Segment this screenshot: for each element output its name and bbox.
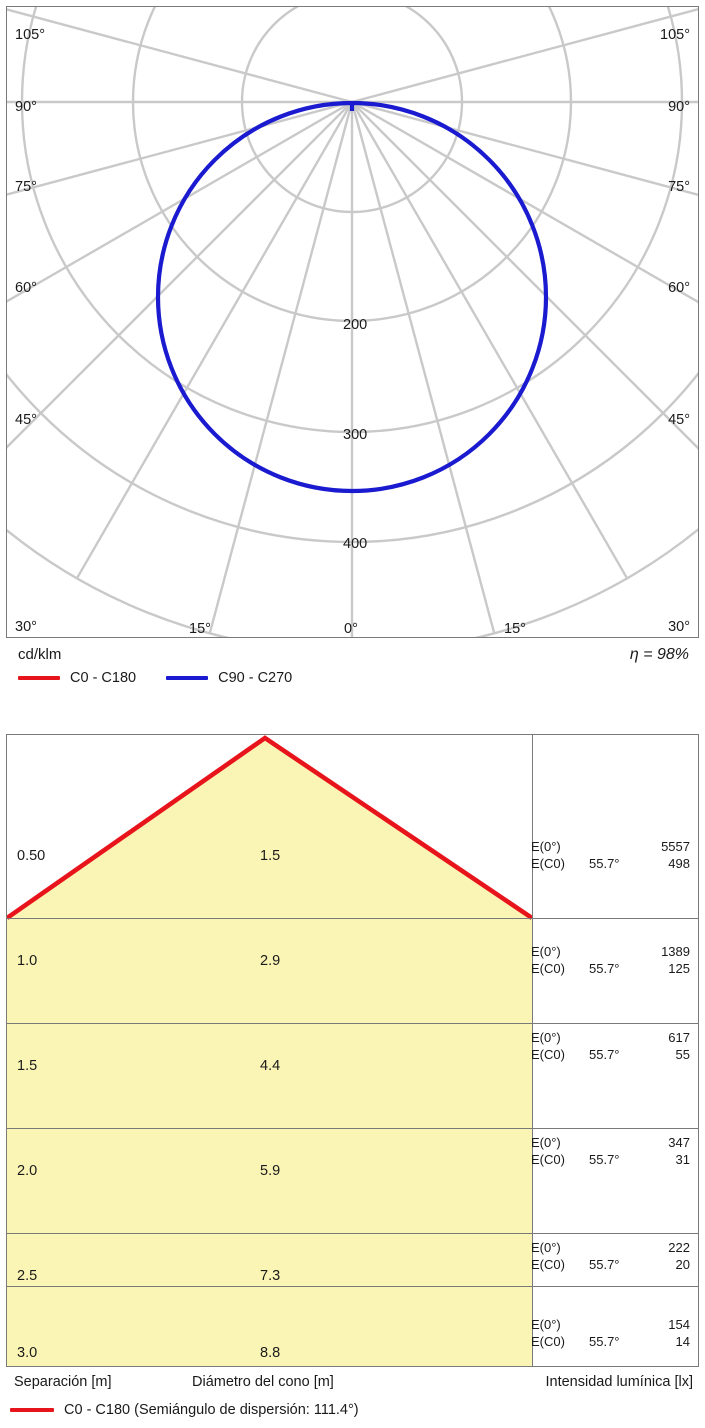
polar-radial-label-400: 400 <box>343 536 368 552</box>
polar-angle-label-right-45: 45° <box>668 412 690 428</box>
cone-e0-label-4: E(0°) <box>531 1135 561 1150</box>
cone-e0-value-4: 347 <box>668 1135 690 1150</box>
cone-separation-value-6: 3.0 <box>17 1345 38 1361</box>
cone-ec0-label-2: E(C0) <box>531 961 565 976</box>
cone-ec0-label-6: E(C0) <box>531 1334 565 1349</box>
cone-ec0-value-5: 20 <box>675 1257 690 1272</box>
polar-angle-label-right-105: 105° <box>660 27 690 43</box>
cone-legend <box>6 1402 699 1418</box>
luminaire-photometry-page <box>0 6 705 1428</box>
legend-label-c0-c180: C0 - C180 <box>70 670 137 686</box>
polar-angle-label-left-60: 60° <box>15 280 37 296</box>
cone-illuminance-cell-4 <box>526 1135 698 1169</box>
cone-diameter-value-2: 2.9 <box>260 953 281 969</box>
cone-diameter-value-4: 5.9 <box>260 1163 281 1179</box>
cone-diagram-section <box>6 734 699 1367</box>
cone-row-divider-1 <box>7 918 698 919</box>
cone-illuminance-cell-1 <box>526 839 698 873</box>
polar-diagram-plot <box>6 6 699 638</box>
polar-efficiency-label: η = 98% <box>629 646 689 663</box>
polar-angle-label-bottom-0: 0° <box>344 621 358 637</box>
polar-unit-label: cd/klm <box>18 646 62 663</box>
cone-ec0-angle-2: 55.7° <box>589 961 620 976</box>
cone-diagram-plot <box>6 734 699 1367</box>
polar-angle-label-right-60: 60° <box>668 280 690 296</box>
polar-angle-label-left-45: 45° <box>15 412 37 428</box>
cone-e0-value-3: 617 <box>668 1030 690 1045</box>
cone-e0-label-1: E(0°) <box>531 839 561 854</box>
cone-row-divider-4 <box>7 1233 698 1234</box>
polar-angle-label-left-75: 75° <box>15 179 37 195</box>
cone-e0-value-1: 5557 <box>661 839 690 854</box>
cone-row-divider-2 <box>7 1023 698 1024</box>
cone-e0-label-3: E(0°) <box>531 1030 561 1045</box>
cone-ec0-angle-5: 55.7° <box>589 1257 620 1272</box>
cone-e0-value-5: 222 <box>668 1240 690 1255</box>
cone-ec0-value-2: 125 <box>668 961 690 976</box>
legend-swatch-c0-c180-icon <box>18 676 60 680</box>
cone-e0-label-5: E(0°) <box>531 1240 561 1255</box>
cone-diameter-value-1: 1.5 <box>260 848 281 864</box>
cone-illuminance-cell-2 <box>526 944 698 978</box>
polar-radial-label-200: 200 <box>343 317 368 333</box>
cone-separation-value-1: 0.50 <box>17 848 46 864</box>
cone-e0-label-6: E(0°) <box>531 1317 561 1332</box>
polar-angle-label-bottom-15-left: 15° <box>189 621 211 637</box>
cone-separation-value-3: 1.5 <box>17 1058 38 1074</box>
cone-separation-value-4: 2.0 <box>17 1163 38 1179</box>
cone-e0-value-6: 154 <box>668 1317 690 1332</box>
cone-row-divider-3 <box>7 1128 698 1129</box>
cone-ec0-value-4: 31 <box>675 1152 690 1167</box>
polar-angle-label-right-75: 75° <box>668 179 690 195</box>
cone-separation-value-5: 2.5 <box>17 1268 38 1284</box>
cone-diameter-value-5: 7.3 <box>260 1268 281 1284</box>
polar-angle-label-bottom-15-right: 15° <box>504 621 526 637</box>
cone-ec0-angle-6: 55.7° <box>589 1334 620 1349</box>
cone-diameter-value-6: 8.8 <box>260 1345 281 1361</box>
cone-illuminance-cell-5 <box>526 1240 698 1274</box>
cone-ec0-label-4: E(C0) <box>531 1152 565 1167</box>
polar-radial-label-300: 300 <box>343 427 368 443</box>
cone-row-divider-5b <box>7 1286 698 1287</box>
caption-separation: Separación [m] <box>14 1374 112 1390</box>
polar-angle-label-left-30: 30° <box>15 619 37 635</box>
polar-diagram-section <box>6 6 699 692</box>
cone-illuminance-cell-6 <box>526 1317 698 1351</box>
cone-ec0-angle-4: 55.7° <box>589 1152 620 1167</box>
cone-ec0-value-6: 14 <box>675 1334 690 1349</box>
polar-angle-label-left-90: 90° <box>15 99 37 115</box>
cone-separation-value-2: 1.0 <box>17 953 38 969</box>
cone-diameter-value-3: 4.4 <box>260 1058 281 1074</box>
polar-angle-label-left-105: 105° <box>15 27 45 43</box>
legend-item-c90-c270 <box>166 670 292 686</box>
legend-item-c0-c180 <box>18 670 136 686</box>
cone-legend-swatch-icon <box>10 1408 54 1412</box>
cone-ec0-label-1: E(C0) <box>531 856 565 871</box>
cone-illuminance-cell-3 <box>526 1030 698 1064</box>
caption-cone-diameter: Diámetro del cono [m] <box>192 1374 334 1390</box>
polar-angle-label-right-30: 30° <box>668 619 690 635</box>
cone-ec0-value-3: 55 <box>675 1047 690 1062</box>
cone-legend-label: C0 - C180 (Semiángulo de dispersión: 111.4°) <box>64 1402 359 1418</box>
cone-ec0-label-3: E(C0) <box>531 1047 565 1062</box>
cone-ec0-angle-1: 55.7° <box>589 856 620 871</box>
polar-angle-label-right-90: 90° <box>668 99 690 115</box>
cone-ec0-label-5: E(C0) <box>531 1257 565 1272</box>
polar-legend <box>14 646 691 692</box>
caption-illuminance: Intensidad lumínica [lx] <box>545 1374 693 1390</box>
cone-e0-value-2: 1389 <box>661 944 690 959</box>
legend-label-c90-c270: C90 - C270 <box>218 670 293 686</box>
cone-ec0-value-1: 498 <box>668 856 690 871</box>
cone-ec0-angle-3: 55.7° <box>589 1047 620 1062</box>
cone-e0-label-2: E(0°) <box>531 944 561 959</box>
legend-swatch-c90-c270-icon <box>166 676 208 680</box>
